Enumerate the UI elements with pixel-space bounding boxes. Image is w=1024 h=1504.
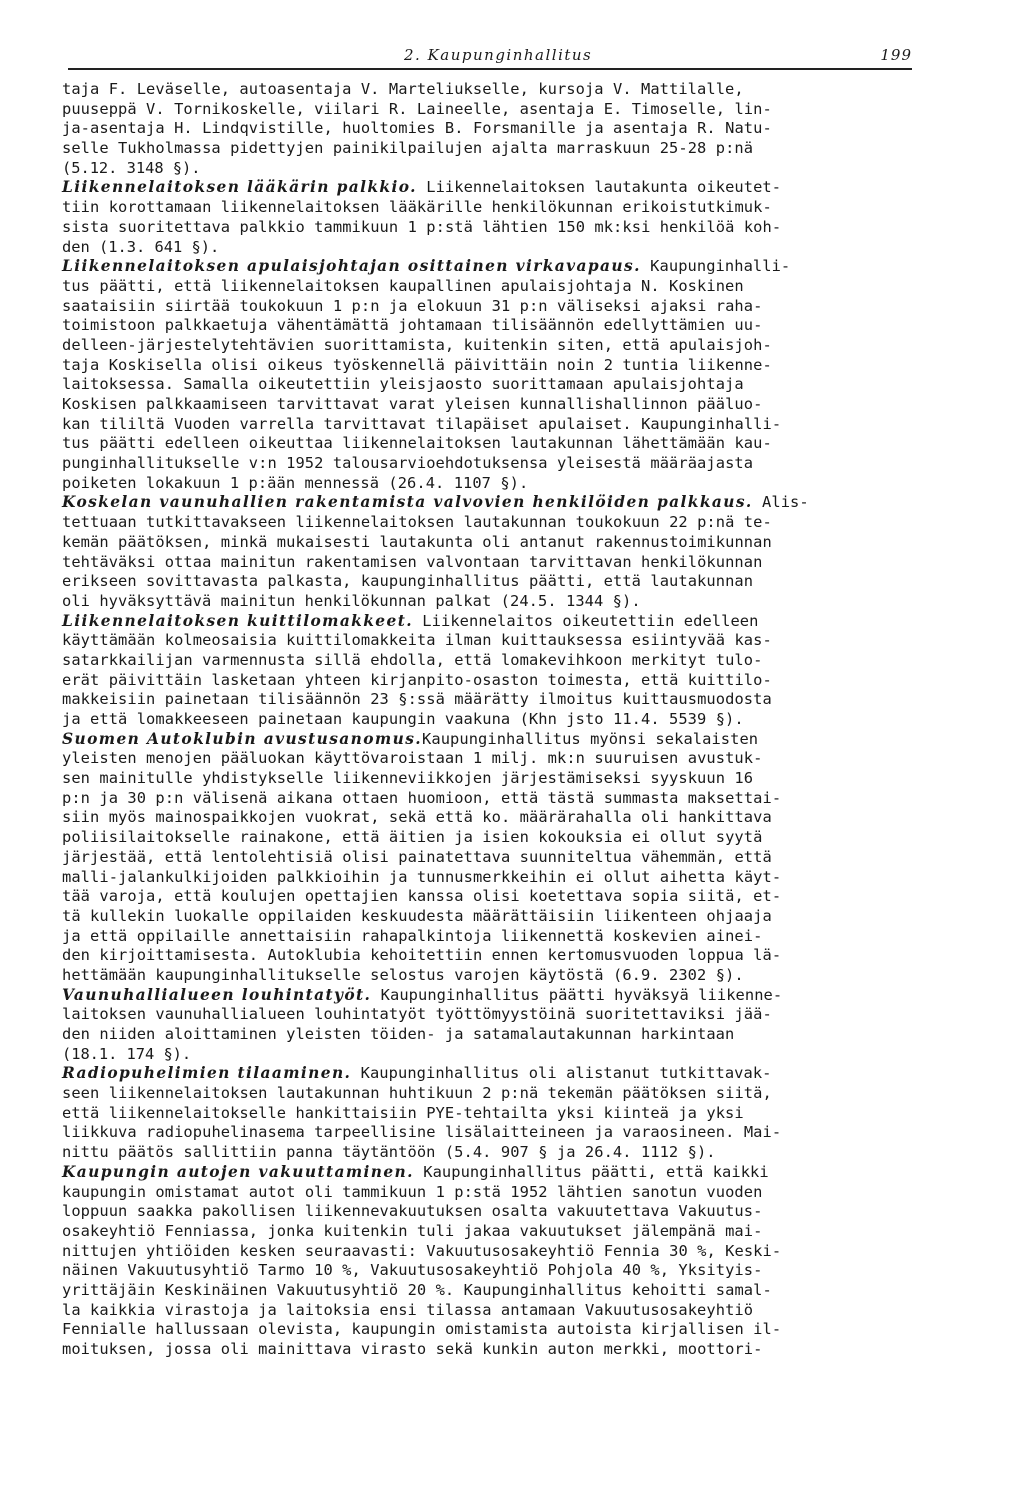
text-line <box>62 828 922 848</box>
text-line <box>62 1301 922 1321</box>
line-text: Alis- <box>752 493 809 512</box>
text-line <box>62 139 922 159</box>
line-text: laitoksen vaunuhallialueen louhintatyöt työttömyystöinä suoritettaviksi jää- <box>62 1005 772 1024</box>
line-text: selle Tukholmassa pidettyjen painikilpailujen ajalta marraskuun 25-28 p:nä <box>62 139 754 158</box>
line-text: la kaikkia virastoja ja laitoksia ensi tilassa antamaan Vakuutusosakeyhtiö <box>62 1300 754 1319</box>
text-line <box>62 119 922 139</box>
text-line <box>62 198 922 218</box>
line-text: punginhallitukselle v:n 1952 talousarvioehdotuksensa yleisestä määräajasta <box>62 454 754 473</box>
section-heading: Koskelan vaunuhallien rakentamista valvovien henkilöiden palkkaus. <box>62 493 753 512</box>
line-text: (18.1. 174 §). <box>62 1044 192 1063</box>
text-line <box>62 395 922 415</box>
text-line <box>62 1183 922 1203</box>
line-text: (5.12. 3148 §). <box>62 158 201 177</box>
text-line <box>62 434 922 454</box>
text-line <box>62 769 922 789</box>
text-line <box>62 513 922 533</box>
line-text: sen mainitulle yhdistykselle liikenneviikkojen järjestämiseksi syyskuun 16 <box>62 769 754 788</box>
line-text: osakeyhtiö Fenniassa, jonka kuitenkin tuli jakaa vakuutukset jälempänä mai- <box>62 1221 763 1240</box>
text-line <box>62 1261 922 1281</box>
text-line <box>62 218 922 238</box>
text-line <box>62 1025 922 1045</box>
section-heading: Suomen Autoklubin avustusanomus. <box>62 729 423 748</box>
text-line <box>62 257 922 277</box>
text-line <box>62 592 922 612</box>
line-text: tiin korottamaan liikennelaitoksen lääkärille henkilökunnan erikoistutkimuk- <box>62 198 772 217</box>
line-text: Kaupunginhallitus oli alistanut tutkittavak- <box>351 1064 772 1083</box>
document-body <box>62 80 922 1360</box>
line-text: laitoksessa. Samalla oikeutettiin yleisjaosto suorittamaan apulaisjohtaja <box>62 375 744 394</box>
text-line <box>62 238 922 258</box>
text-line <box>62 316 922 336</box>
line-text: Kaupunginhalli- <box>640 257 791 276</box>
text-line <box>62 749 922 769</box>
line-text: Kaupunginhallitus myönsi sekalaisten <box>422 729 759 748</box>
line-text: moituksen, jossa oli mainittava virasto sekä kunkin auton merkki, moottori- <box>62 1340 763 1358</box>
line-text: erikseen sovittavasta palkasta, kaupunginhallitus päätti, että lautakunnan <box>62 572 754 591</box>
text-line <box>62 493 922 513</box>
running-title: 2. Kaupunginhallitus <box>404 46 593 64</box>
line-text: oli hyväksyttävä mainitun henkilökunnan palkat (24.5. 1344 §). <box>62 591 641 610</box>
text-line <box>62 887 922 907</box>
text-line <box>62 415 922 435</box>
line-text: den (1.3. 641 §). <box>62 237 220 256</box>
page-number: 199 <box>880 46 912 64</box>
text-line <box>62 1143 922 1163</box>
text-line <box>62 1005 922 1025</box>
text-line <box>62 671 922 691</box>
text-line <box>62 336 922 356</box>
text-line <box>62 178 922 198</box>
section-heading: Kaupungin autojen vakuuttaminen. <box>62 1162 414 1181</box>
text-line <box>62 1340 922 1360</box>
text-line <box>62 454 922 474</box>
section-heading: Liikennelaitoksen apulaisjohtajan osittainen virkavapaus. <box>62 257 641 276</box>
section-heading: Liikennelaitoksen kuittilomakkeet. <box>62 611 413 630</box>
text-line <box>62 631 922 651</box>
line-text: käyttämään kolmeosaisia kuittilomakkeita ilman kuittauksessa esiintyvää kas- <box>62 631 772 650</box>
text-line <box>62 927 922 947</box>
text-line <box>62 1242 922 1262</box>
text-line <box>62 100 922 120</box>
line-text: poliisilaitokselle rainakone, että äitien ja isien kokouksia ei ollut syytä <box>62 828 763 847</box>
line-text: että liikennelaitokselle hankittaisiin PYE-tehtailta yksi kiinteä ja yksi <box>62 1103 744 1122</box>
text-line <box>62 1222 922 1242</box>
text-line <box>62 651 922 671</box>
line-text: tä kullekin luokalle oppilaiden keskuudesta määrättäisiin liikenteen ohjaaja <box>62 906 772 925</box>
text-line <box>62 297 922 317</box>
line-text: erät päivittäin lasketaan yhteen kirjanpito-osaston toimesta, että kuittilo- <box>62 670 772 689</box>
text-line <box>62 789 922 809</box>
text-line <box>62 907 922 927</box>
line-text: kaupungin omistamat autot oli tammikuun 1 p:stä 1952 lähtien sanotun vuoden <box>62 1182 763 1201</box>
text-line <box>62 572 922 592</box>
text-line <box>62 356 922 376</box>
text-line <box>62 159 922 179</box>
section-heading: Radiopuhelimien tilaaminen. <box>62 1064 352 1083</box>
line-text: p:n ja 30 p:n välisenä aikana ottaen huomioon, että tästä summasta maksettai- <box>62 788 782 807</box>
line-text: nittujen yhtiöiden kesken seuraavasti: Vakuutusosakeyhtiö Fennia 30 %, Keski- <box>62 1241 782 1260</box>
text-line <box>62 80 922 100</box>
line-text: den kirjoittamisesta. Autoklubia kehoitettiin ennen kertomusvuoden loppua lä- <box>62 946 782 965</box>
line-text: Liikennelaitos oikeutettiin edelleen <box>412 611 759 630</box>
line-text: malli-jalankulkijoiden palkkioihin ja tunnusmerkkeihin ei ollut aihetta käyt- <box>62 867 782 886</box>
line-text: Fennialle hallussaan olevista, kaupungin omistamista autoista kirjallisen il- <box>62 1320 782 1339</box>
line-text: ja-asentaja H. Lindqvistille, huoltomies B. Forsmanille ja asentaja R. Natu- <box>62 119 772 138</box>
line-text: satarkkailijan varmennusta sillä ehdolla, että lomakevihkoon merkityt tulo- <box>62 650 763 669</box>
text-line <box>62 375 922 395</box>
line-text: taja F. Leväselle, autoasentaja V. Marteliukselle, kursoja V. Mattilalle, <box>62 80 744 98</box>
text-line <box>62 966 922 986</box>
line-text: kemän päätöksen, minkä mukaisesti lautakunta oli antanut rakennustoimikunnan <box>62 532 772 551</box>
line-text: Koskisen palkkaamiseen tarvittavat varat yleisen kunnallishallinnon pääluo- <box>62 395 763 413</box>
text-line <box>62 1202 922 1222</box>
line-text: ja että lomakkeeseen painetaan kaupungin vaakuna (Khn jsto 11.4. 5539 §). <box>62 710 744 728</box>
line-text: Kaupunginhallitus päätti hyväksyä liikenne- <box>371 985 783 1004</box>
text-line <box>62 868 922 888</box>
text-line <box>62 986 922 1006</box>
line-text: seen liikennelaitoksen lautakunnan huhtikuun 2 p:nä tekemän päätöksen siitä, <box>62 1084 772 1103</box>
line-text: delleen-järjestelytehtävien suorittamista, kuitenkin siten, että apulaisjoh- <box>62 335 772 354</box>
text-line <box>62 710 922 730</box>
text-line <box>62 848 922 868</box>
text-line <box>62 533 922 553</box>
line-text: tus päätti, että liikennelaitoksen kaupallinen apulaisjohtaja N. Koskinen <box>62 276 744 295</box>
text-line <box>62 1281 922 1301</box>
section-heading: Liikennelaitoksen lääkärin palkkio. <box>62 178 417 197</box>
line-text: den niiden aloittaminen yleisten töiden- ja satamalautakunnan harkintaan <box>62 1025 735 1043</box>
text-line <box>62 730 922 750</box>
text-line <box>62 1064 922 1084</box>
line-text: järjestää, että lentolehtisiä olisi painatettava suunniteltua vähemmän, että <box>62 847 772 866</box>
line-text: ja että oppilaille annettaisiin rahapalkintoja liikennettä koskevien ainei- <box>62 926 763 945</box>
text-line <box>62 1045 922 1065</box>
line-text: kan tililtä Vuoden varrella tarvittavat tilapäiset apulaiset. Kaupunginhalli- <box>62 414 782 433</box>
line-text: sista suoritettava palkkio tammikuun 1 p:stä lähtien 150 mk:ksi henkilöä koh- <box>62 217 782 236</box>
line-text: tehtäväksi ottaa mainitun rakentamisen valvontaan tarvittavan henkilökunnan <box>62 552 763 571</box>
line-text: siin myös mainospaikkojen vuokrat, sekä että ko. määrärahalla oli hankittava <box>62 808 772 827</box>
text-line <box>62 1084 922 1104</box>
text-line <box>62 1163 922 1183</box>
line-text: liikkuva radiopuhelinasema tarpeellisine lisälaitteineen ja varaosineen. Mai- <box>62 1123 782 1142</box>
line-text: Liikennelaitoksen lautakunta oikeutet- <box>416 178 782 197</box>
text-line <box>62 1123 922 1143</box>
line-text: puuseppä V. Tornikoskelle, viilari R. Laineelle, asentaja E. Timoselle, lin- <box>62 99 772 118</box>
line-text: tää varoja, että koulujen opettajien kanssa olisi koetettava sopia siitä, et- <box>62 887 782 906</box>
line-text: loppuun saakka pakollisen liikennevakuutuksen osalta vakuutettava Vakuutus- <box>62 1202 763 1221</box>
text-line <box>62 553 922 573</box>
text-line <box>62 808 922 828</box>
page-header <box>68 46 912 70</box>
text-line <box>62 690 922 710</box>
line-text: tus päätti edelleen oikeuttaa liikennelaitoksen lautakunnan lähettämään kau- <box>62 434 772 453</box>
text-line <box>62 612 922 632</box>
section-heading: Vaunuhallialueen louhintatyöt. <box>62 985 372 1004</box>
line-text: yrittäjäin Keskinäinen Vakuutusyhtiö 20 %. Kaupunginhallitus kehoitti samal- <box>62 1280 772 1299</box>
text-line <box>62 1104 922 1124</box>
line-text: tettuaan tutkittavakseen liikennelaitoksen lautakunnan toukokuun 22 p:nä te- <box>62 513 772 532</box>
text-line <box>62 1320 922 1340</box>
text-line <box>62 474 922 494</box>
text-line <box>62 946 922 966</box>
line-text: makkeisiin painetaan tilisäännön 23 §:ssä määrätty ilmoitus kuittausmuodosta <box>62 690 772 709</box>
line-text: taja Koskisella olisi oikeus työskennellä päivittäin noin 2 tuntia liikenne- <box>62 355 772 374</box>
line-text: hettämään kaupunginhallitukselle selostus varojen käytöstä (6.9. 2302 §). <box>62 965 744 984</box>
text-line <box>62 277 922 297</box>
line-text: näinen Vakuutusyhtiö Tarmo 10 %, Vakuutusosakeyhtiö Pohjola 40 %, Yksityis- <box>62 1261 763 1280</box>
line-text: poiketen lokakuun 1 p:ään mennessä (26.4. 1107 §). <box>62 473 529 492</box>
line-text: Kaupunginhallitus päätti, että kaikki <box>413 1162 769 1181</box>
line-text: nittu päätös sallittiin panna täytäntöön (5.4. 907 § ja 26.4. 1112 §). <box>62 1143 716 1162</box>
line-text: toimistoon palkkaetuja vähentämättä johtamaan tilisäännön edellyttämien uu- <box>62 316 763 335</box>
line-text: saataisiin siirtää toukokuun 1 p:n ja elokuun 31 p:n väliseksi ajaksi raha- <box>62 296 763 315</box>
line-text: yleisten menojen pääluokan käyttövaroistaan 1 milj. mk:n suuruisen avustuk- <box>62 749 763 768</box>
